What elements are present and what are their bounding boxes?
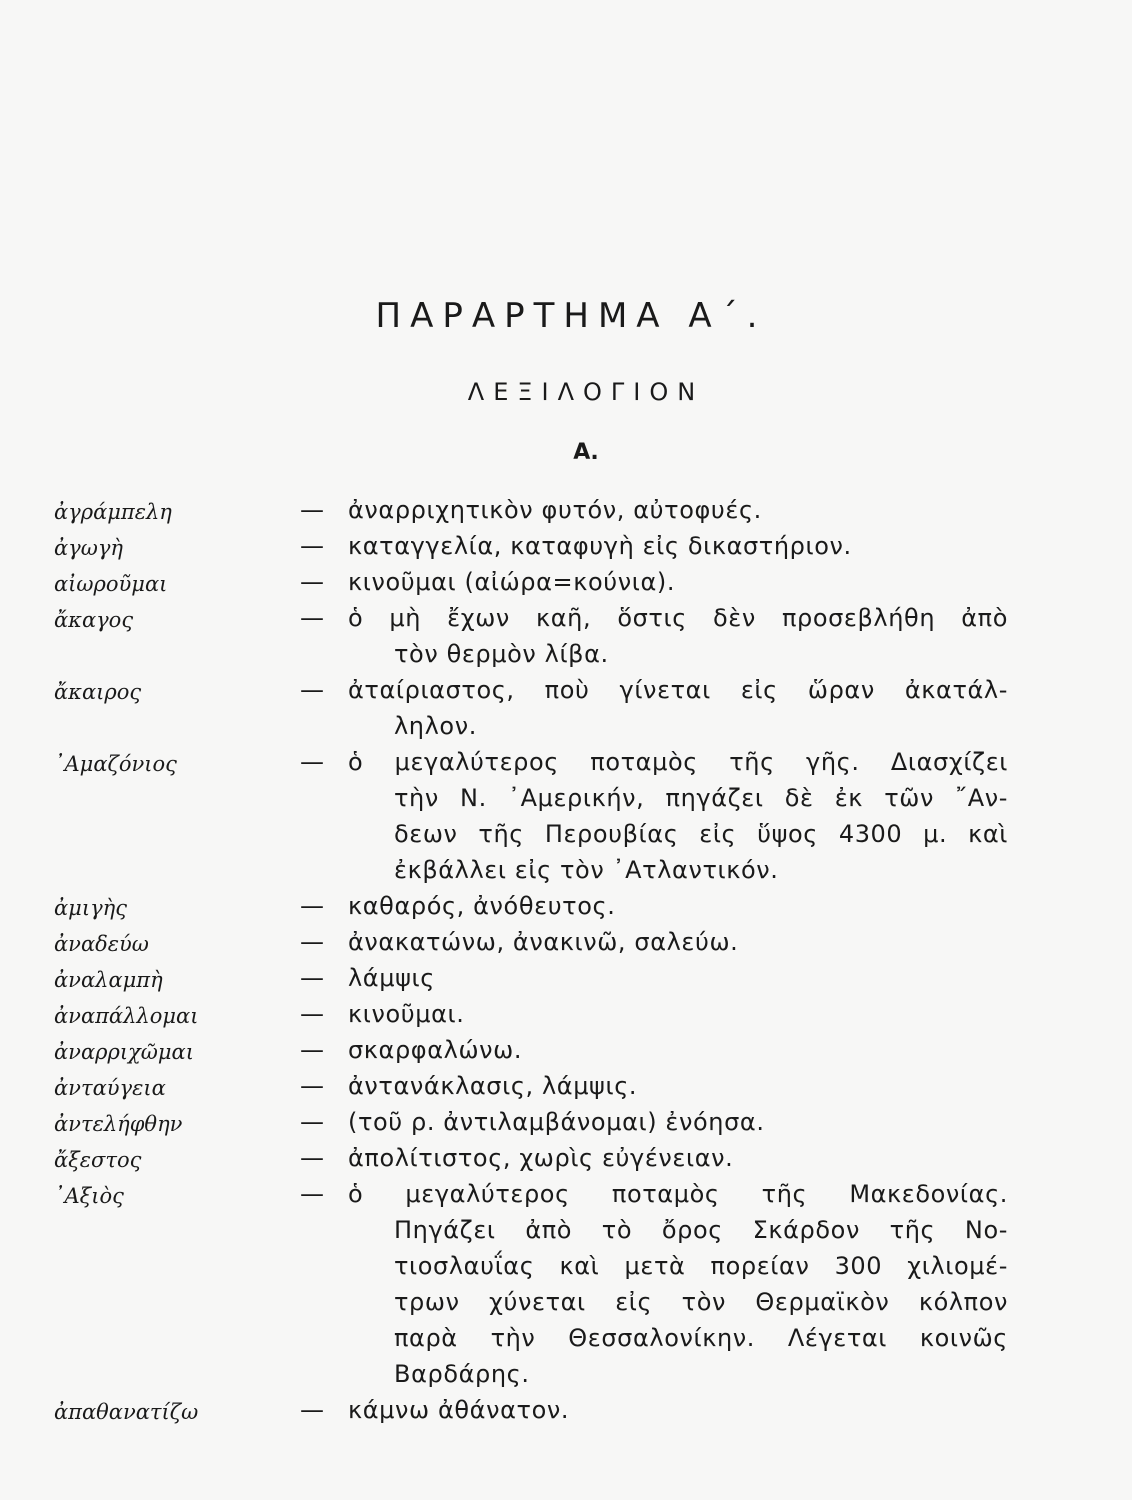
definition-line: καταγγελία, καταφυγὴ εἰς δικαστήριον. bbox=[348, 532, 852, 560]
entry-term: ᾿Αμαζόνιος bbox=[54, 752, 177, 776]
glossary-entry bbox=[0, 1392, 1132, 1428]
entry-definition bbox=[348, 672, 1008, 744]
entry-dash: — bbox=[300, 892, 324, 920]
entry-definition bbox=[348, 564, 1008, 600]
entry-term: ἄκαγος bbox=[54, 608, 134, 632]
entry-definition bbox=[348, 996, 1008, 1032]
glossary-entry bbox=[0, 996, 1132, 1032]
glossary-entry bbox=[0, 744, 1132, 888]
entry-dash: — bbox=[300, 676, 324, 704]
glossary-entry bbox=[0, 960, 1132, 996]
entry-definition bbox=[348, 1068, 1008, 1104]
entry-term: ἄξεστος bbox=[54, 1148, 142, 1172]
definition-line: ὁ μὴ ἔχων καῆ, ὅστις δὲν προσεβλήθη ἀπὸ bbox=[348, 604, 1008, 632]
entry-term: ἀναδεύω bbox=[54, 932, 149, 956]
definition-line: τὸν θερμὸν λίβα. bbox=[394, 640, 609, 668]
entry-definition bbox=[348, 492, 1008, 528]
glossary-entry bbox=[0, 600, 1132, 672]
definition-line: Πηγάζει ἀπὸ τὸ ὄρος Σκάρδον τῆς Νο- bbox=[394, 1216, 1008, 1244]
entry-term: ᾿Αξιὸς bbox=[54, 1184, 124, 1208]
entry-dash: — bbox=[300, 1108, 324, 1136]
definition-line: Βαρδάρης. bbox=[394, 1360, 530, 1388]
entry-definition bbox=[348, 1392, 1008, 1428]
entry-dash: — bbox=[300, 604, 324, 632]
entry-term: ἀπαθανατίζω bbox=[54, 1400, 199, 1424]
definition-line: σκαρφαλώνω. bbox=[348, 1036, 523, 1064]
definition-line: ὁ μεγαλύτερος ποταμὸς τῆς γῆς. Διασχίζει bbox=[348, 748, 1008, 776]
glossary-entry bbox=[0, 564, 1132, 600]
entry-definition bbox=[348, 1176, 1008, 1392]
definition-line: λάμψις bbox=[348, 964, 435, 992]
entry-definition bbox=[348, 960, 1008, 996]
entry-term: ἀναλαμπὴ bbox=[54, 968, 163, 992]
appendix-title: ΠΑΡΑΡΤΗΜΑ Α΄. bbox=[375, 296, 767, 336]
entry-definition bbox=[348, 924, 1008, 960]
definition-line: ἀταίριαστος, ποὺ γίνεται εἰς ὥραν ἀκατάλ- bbox=[348, 676, 1008, 704]
entry-term: αἰωροῦμαι bbox=[54, 572, 168, 596]
definition-line: ἀναρριχητικὸν φυτόν, αὐτοφυές. bbox=[348, 496, 762, 524]
entry-dash: — bbox=[300, 964, 324, 992]
definition-line: ἀπολίτιστος, χωρὶς εὐγένειαν. bbox=[348, 1144, 734, 1172]
entry-dash: — bbox=[300, 1000, 324, 1028]
entry-dash: — bbox=[300, 1072, 324, 1100]
entry-dash: — bbox=[300, 532, 324, 560]
entry-definition bbox=[348, 1140, 1008, 1176]
glossary-entry bbox=[0, 1032, 1132, 1068]
definition-line: δεων τῆς Περουβίας εἰς ὕψος 4300 μ. καὶ bbox=[394, 820, 1008, 848]
entry-term: ἀνταύγεια bbox=[54, 1076, 166, 1100]
glossary-entry bbox=[0, 1104, 1132, 1140]
glossary-entry bbox=[0, 672, 1132, 744]
definition-line: ληλον. bbox=[394, 712, 477, 740]
glossary-entry bbox=[0, 528, 1132, 564]
glossary-entry bbox=[0, 492, 1132, 528]
definition-line: παρὰ τὴν Θεσσαλονίκην. Λέγεται κοινῶς bbox=[394, 1324, 1008, 1352]
entry-definition bbox=[348, 528, 1008, 564]
definition-line: τὴν Ν. ᾿Αμερικήν, πηγάζει δὲ ἐκ τῶν ῎Αν- bbox=[394, 784, 1008, 812]
entry-term: ἀντελήφθην bbox=[54, 1112, 183, 1136]
entry-dash: — bbox=[300, 1144, 324, 1172]
entry-term: ἀγράμπελη bbox=[54, 500, 172, 524]
definition-line: καθαρός, ἀνόθευτος. bbox=[348, 892, 616, 920]
entry-definition bbox=[348, 1032, 1008, 1068]
glossary-entry bbox=[0, 1140, 1132, 1176]
entry-term: ἀμιγὴς bbox=[54, 896, 127, 920]
definition-line: τρων χύνεται εἰς τὸν Θερμαϊκὸν κόλπον bbox=[394, 1288, 1008, 1316]
entry-term: ἄκαιρος bbox=[54, 680, 142, 704]
entry-term: ἀναρριχῶμαι bbox=[54, 1040, 194, 1064]
section-letter: Α. bbox=[573, 440, 599, 465]
glossary-entry bbox=[0, 888, 1132, 924]
entry-dash: — bbox=[300, 568, 324, 596]
definition-line: ὁ μεγαλύτερος ποταμὸς τῆς Μακεδονίας. bbox=[348, 1180, 1008, 1208]
glossary-entry bbox=[0, 924, 1132, 960]
definition-line: κινοῦμαι. bbox=[348, 1000, 465, 1028]
entry-dash: — bbox=[300, 1036, 324, 1064]
entry-dash: — bbox=[300, 1396, 324, 1424]
entry-dash: — bbox=[300, 748, 324, 776]
definition-line: (τοῦ ρ. ἀντιλαμβάνομαι) ἐνόησα. bbox=[348, 1108, 765, 1136]
entry-dash: — bbox=[300, 1180, 324, 1208]
entry-dash: — bbox=[300, 496, 324, 524]
definition-line: κάμνω ἀθάνατον. bbox=[348, 1396, 570, 1424]
entry-term: ἀγωγὴ bbox=[54, 536, 123, 560]
definition-line: ἀντανάκλασις, λάμψις. bbox=[348, 1072, 638, 1100]
definition-line: ἀνακατώνω, ἀνακινῶ, σαλεύω. bbox=[348, 928, 739, 956]
definition-line: τιοσλαυΐας καὶ μετὰ πορείαν 300 χιλιομέ- bbox=[394, 1252, 1008, 1280]
glossary-heading: ΛΕΞΙΛΟΓΙΟΝ bbox=[467, 378, 705, 406]
glossary-entries bbox=[0, 492, 1132, 1428]
glossary-entry bbox=[0, 1176, 1132, 1392]
entry-definition bbox=[348, 744, 1008, 888]
entry-definition bbox=[348, 888, 1008, 924]
entry-definition bbox=[348, 1104, 1008, 1140]
definition-line: κινοῦμαι (αἰώρα=κούνια). bbox=[348, 568, 676, 596]
entry-definition bbox=[348, 600, 1008, 672]
glossary-entry bbox=[0, 1068, 1132, 1104]
definition-line: ἐκβάλλει εἰς τὸν ᾿Ατλαντικόν. bbox=[394, 856, 779, 884]
entry-term: ἀναπάλλομαι bbox=[54, 1004, 199, 1028]
entry-dash: — bbox=[300, 928, 324, 956]
